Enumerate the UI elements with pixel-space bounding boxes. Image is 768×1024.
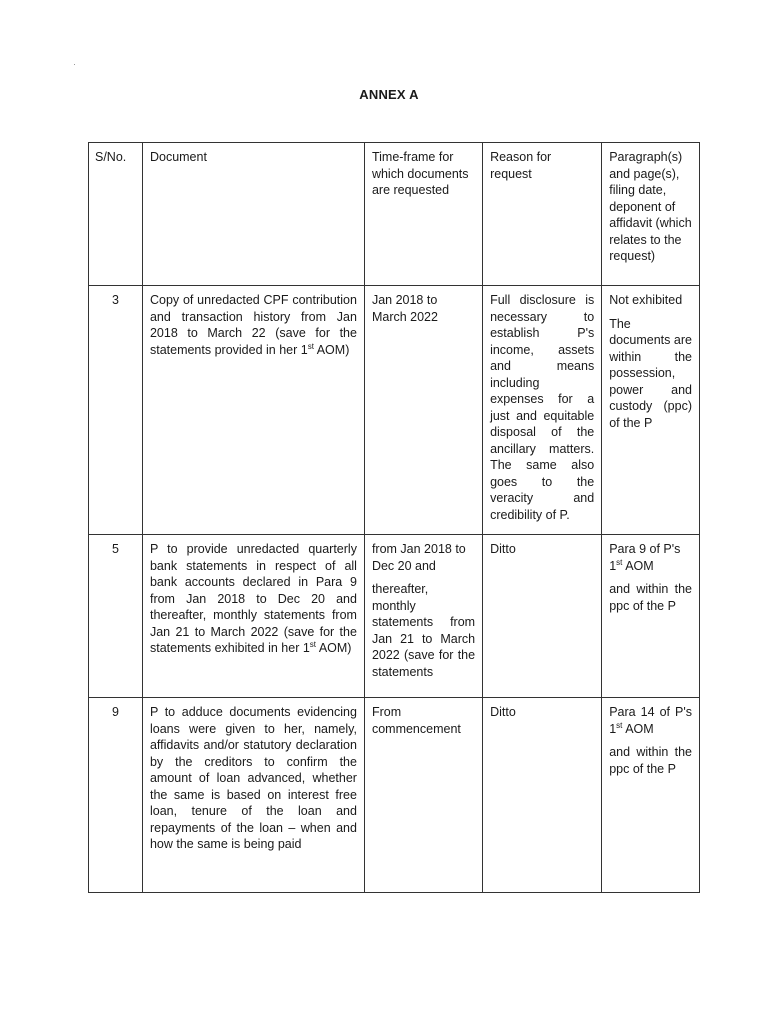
ordinal-suffix: st [309,639,317,649]
cell-timeframe [364,535,482,698]
cell-timeframe: Jan 2018 to March 2022 [364,286,482,535]
header-timeframe: Time-frame for which documents are requested [364,143,482,286]
header-reason: Reason for request [483,143,602,286]
cell-paragraph [602,286,700,535]
paragraph-line-2: and within the ppc of the P [609,582,692,613]
document-text: Copy of unredacted CPF contribution and transaction history from Jan 2018 to March 22 (save for the statements provided in her 1st AOM) [149,293,357,357]
paragraph-line-1: Para 9 of P's 1st AOM [609,542,681,573]
paragraph-line-1: Para 14 of P's 1st AOM [609,705,692,736]
table-header-row [89,143,700,286]
table-row [89,535,700,698]
ordinal-suffix: st [616,720,623,730]
table-row [89,286,700,535]
cell-paragraph [602,535,700,698]
header-paragraph: Paragraph(s) and page(s), filing date, deponent of affidavit (which relates to the request) [602,143,700,286]
cell-sno: 3 [89,286,143,535]
cell-document: P to adduce documents evidencing loans were given to her, namely, affidavits and/or statutory declaration by the creditors to confirm the amount of loan advanced, whether the same is based on interest free loan, tenure of the loan and repayments of the loan – when and how the same is being paid [142,698,364,893]
scan-speck [74,64,75,65]
cell-timeframe: From commencement [364,698,482,893]
ordinal-suffix: st [307,341,314,351]
cell-document [142,535,364,698]
cell-reason: Ditto [483,698,602,893]
header-sno: S/No. [89,143,143,286]
annex-table [88,142,700,893]
ordinal-suffix: st [616,557,623,567]
cell-sno: 9 [89,698,143,893]
timeframe-line-2: thereafter, monthly statements from Jan 21 to March 2022 (save for the statements [371,582,476,679]
cell-paragraph [602,698,700,893]
paragraph-line-2: and within the ppc of the P [609,745,692,776]
cell-sno: 5 [89,535,143,698]
timeframe-line-1: from Jan 2018 to Dec 20 and [371,542,466,573]
paragraph-line-2: The documents are within the possession, power and custody (ppc) of the P [609,316,692,430]
table-row [89,698,700,893]
paragraph-line-1: Not exhibited [609,293,683,307]
header-document: Document [142,143,364,286]
cell-document [142,286,364,535]
cell-reason: Ditto [483,535,602,698]
page-title: ANNEX A [359,87,419,102]
cell-reason: Full disclosure is necessary to establish P's income, assets and means including expenses for a just and equitable disposal of the ancillary matters. The same also goes to the veracity and credibility of P. [483,286,602,535]
document-text: P to provide unredacted quarterly bank statements in respect of all bank accounts declared in Para 9 from Jan 2018 to Dec 20 and thereafter, monthly statements from Jan 21 to March 2022 (save for the statements exhibited in her 1st AOM) [149,542,357,655]
